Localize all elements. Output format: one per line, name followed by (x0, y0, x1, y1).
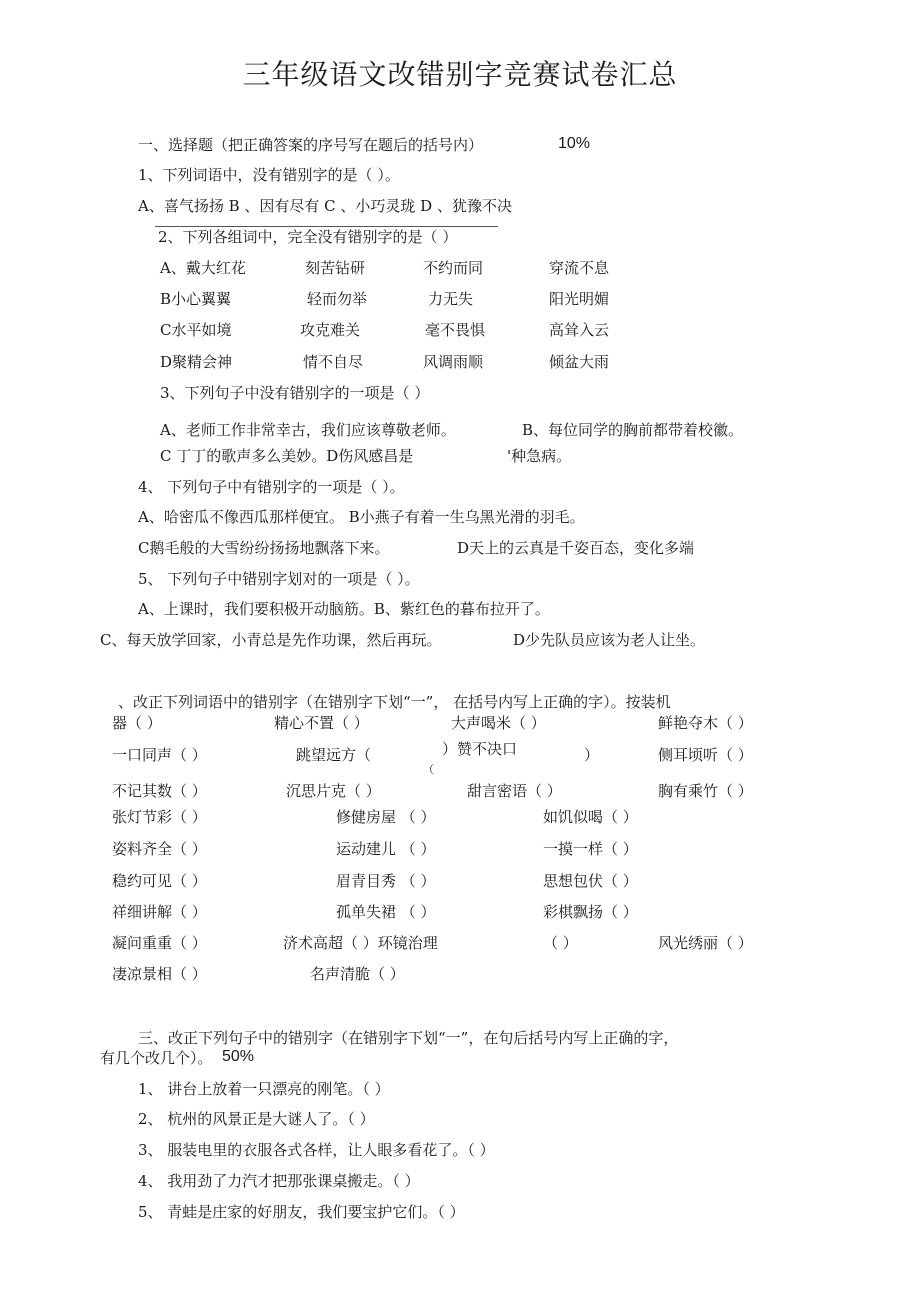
q1-stem: 1、下列词语中，没有错别字的是（ ）。 (138, 166, 400, 184)
page-title: 三年级语文改错别字竞赛试卷汇总 (242, 58, 678, 91)
q2-row-a-3: 不约而同 (423, 259, 484, 277)
q3-option-a: A、老师工作非常幸古，我们应该尊敬老师。 (160, 421, 456, 439)
s2-r2-mark: （ (423, 763, 434, 776)
q2-row-c-4: 高耸入云 (549, 321, 610, 339)
q2-row-c-3: 毫不畏惧 (425, 321, 486, 339)
s2-r6-c3: 思想包伏（ ） (543, 872, 638, 890)
section1-score: 10% (558, 135, 591, 152)
q2-row-a-4: 穿流不息 (549, 259, 610, 277)
s2-r4-c3: 如饥似喝（ ） (543, 808, 638, 826)
s2-r1-c3: 大声喝米（ ） (451, 714, 546, 732)
s2-r5-c1: 姿料齐全（ ） (112, 840, 207, 858)
s2-r3-c1: 不记其数（ ） (112, 782, 207, 800)
q2-row-c-1: C水平如境 (160, 321, 232, 339)
s2-r3-c4: 胸有乘竹（ ） (658, 782, 753, 800)
section3-heading-cont: 有几个改几个）。 (100, 1049, 213, 1067)
q2-row-a-1: A、戴大红花 (160, 259, 246, 277)
q4-option-ab: A、哈密瓜不像西瓜那样便宜。 B小燕子有着一生乌黑光滑的羽毛。 (138, 508, 585, 526)
s2-r9-c1: 凄凉景相（ ） (112, 965, 207, 983)
s3-item-5: 5、 青蛙是庄家的好朋友，我们要宝护它们。（ ） (138, 1203, 465, 1221)
s2-r6-c1: 稳约可见（ ） (112, 872, 207, 890)
s2-r7-c3: 彩棋飘扬（ ） (543, 903, 638, 921)
s2-r1-c2: 精心不置（ ） (274, 714, 369, 732)
s2-r3-c3: 甜言密语（ ） (467, 782, 562, 800)
s2-r8-c2: 济术高超（ ）环镜治理 (283, 934, 438, 952)
s2-r6-c2: 眉青目秀 （ ） (336, 872, 436, 890)
s2-r8-c4: 风光绣丽（ ） (658, 934, 753, 952)
section2-heading: 、改正下列词语中的错别字（在错别字下划“一”， 在括号内写上正确的字）。按装机 (118, 693, 671, 711)
section1-heading: 一、选择题（把正确答案的序号写在题后的括号内） (138, 136, 484, 154)
q2-row-d-1: D聚精会神 (160, 353, 233, 371)
s2-r4-c2: 修健房屋 （ ） (336, 808, 436, 826)
q2-row-d-2: 情不自尽 (303, 353, 364, 371)
s2-r7-c1: 祥细讲解（ ） (112, 903, 207, 921)
q5-option-ab: A、上课时，我们要积极开动脑筋。B、紫红色的暮布拉开了。 (138, 600, 550, 618)
q3-option-b: B、每位同学的胸前都带着校徽。 (522, 421, 744, 439)
q2-row-b-4: 阳光明媚 (549, 290, 610, 308)
s2-r5-c2: 运动建儿 （ ） (336, 840, 436, 858)
s2-r2-c1: 一口同声（ ） (112, 746, 207, 764)
s2-r7-c2: 孤单失裙 （ ） (336, 903, 436, 921)
s3-item-4: 4、 我用劲了力汽才把那张课桌搬走。（ ） (138, 1172, 420, 1190)
s3-item-1: 1、 讲台上放着一只漂亮的刚笔。（ ） (138, 1080, 390, 1098)
q2-row-c-2: 攻克难关 (300, 321, 361, 339)
s2-r5-c3: 一摸一样（ ） (543, 840, 638, 858)
q2-row-b-3: 力无失 (428, 290, 474, 308)
q2-row-d-4: 倾盆大雨 (549, 353, 610, 371)
s3-item-2: 2、 杭州的风景正是大谜人了。（ ） (138, 1110, 375, 1128)
section3-score: 50% (222, 1048, 255, 1065)
s2-r2-c4: 侧耳顷听（ ） (658, 746, 753, 764)
s3-item-3: 3、 服装电里的衣服各式各样，让人眼多看花了。（ ） (138, 1141, 495, 1159)
q2-row-d-3: 风调雨顺 (423, 353, 484, 371)
section3-heading: 三、改正下列句子中的错别字（在错别字下划“一”，在句后括号内写上正确的字， (138, 1029, 679, 1047)
s2-r1-c4: 鲜艳夺木（ ） (658, 714, 753, 732)
s2-r8-c3: （ ） (543, 934, 578, 952)
s2-r2-c3: ）赞不决口 (442, 740, 518, 758)
q5-option-c: C、每天放学回家，小青总是先作功课，然后再玩。 (100, 631, 442, 649)
s2-r1-c1: 器（ ） (112, 714, 162, 732)
q2-row-b-2: 轻而勿举 (307, 290, 368, 308)
s2-r8-c1: 凝问重重（ ） (112, 934, 207, 952)
q4-option-c: C鹅毛般的大雪纷纷扬扬地飘落下来。 (138, 539, 390, 557)
s2-r9-c2: 名声清脆（ ） (310, 965, 405, 983)
q2-row-b-1: B小心翼翼 (160, 290, 232, 308)
q4-stem: 4、 下列句子中有错别字的一项是（ ）。 (138, 478, 405, 496)
q4-option-d: D天上的云真是千姿百态，变化多端 (457, 539, 695, 557)
q3-stem: 3、下列句子中没有错别字的一项是（ ） (160, 384, 430, 402)
q1-options: A、喜气扬扬 B 、因有尽有 C 、小巧灵珑 D 、犹豫不决 (138, 197, 512, 215)
q5-option-d: D少先队员应该为老人让坐。 (513, 631, 706, 649)
divider-line (155, 226, 498, 227)
q5-stem: 5、 下列句子中错别字划对的一项是（ ）。 (138, 570, 420, 588)
s2-r2-close: ） (584, 746, 600, 764)
s2-r2-c2: 跳望远方（ (296, 746, 372, 764)
q3-option-tail: '种急病。 (507, 447, 572, 465)
q3-option-cd: C 丁丁的歌声多么美妙。D伤风感昌是 (160, 447, 414, 465)
q2-row-a-2: 刻苦钻研 (305, 259, 366, 277)
s2-r4-c1: 张灯节彩（ ） (112, 808, 207, 826)
q2-stem: 2、下列各组词中，完全没有错别字的是（ ） (158, 228, 458, 246)
s2-r3-c2: 沉思片克（ ） (286, 782, 381, 800)
